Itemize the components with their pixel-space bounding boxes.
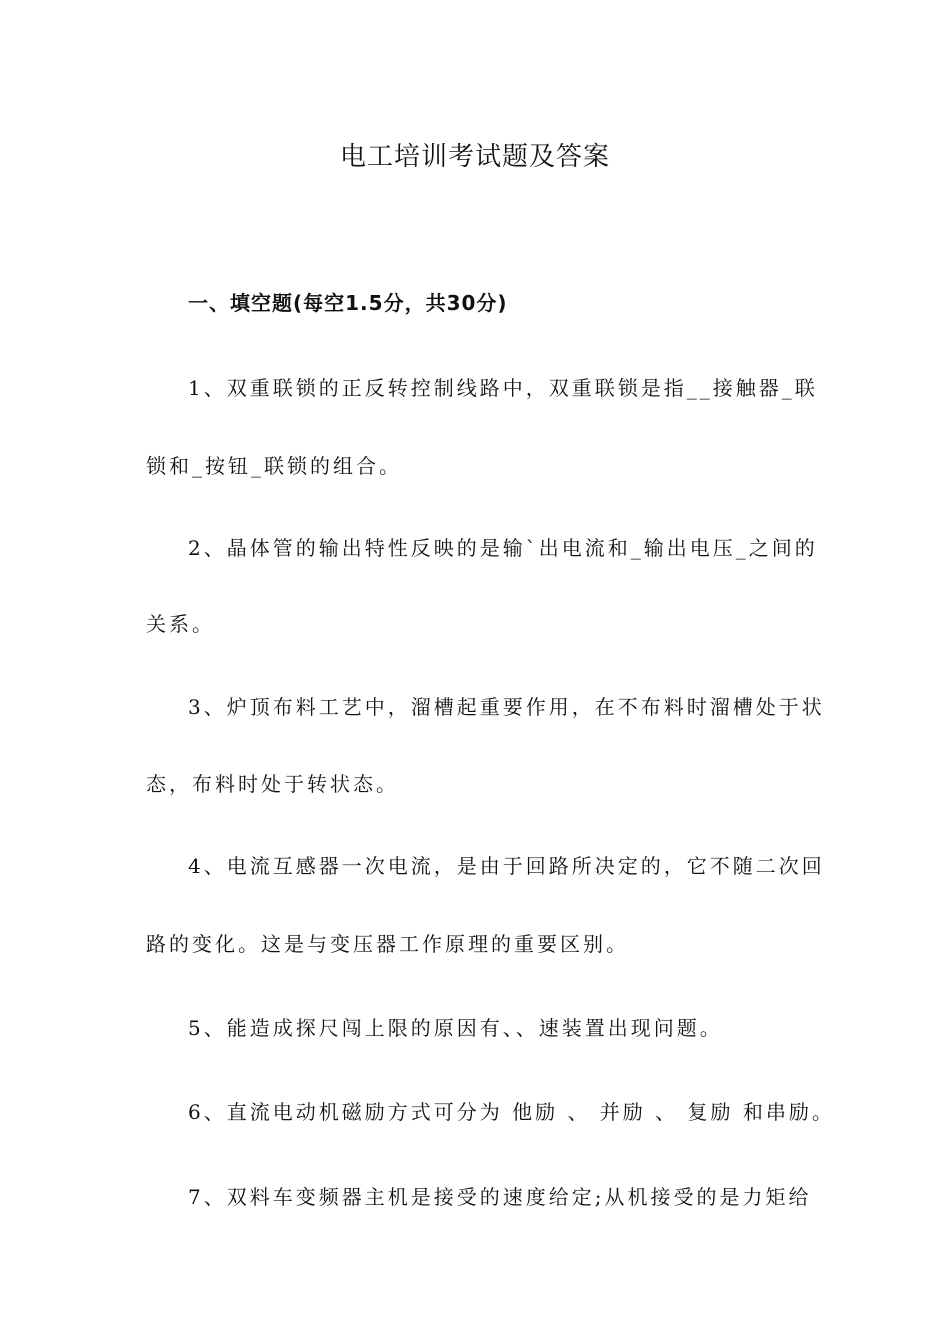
document-title: 电工培训考试题及答案 <box>339 142 610 172</box>
question-1-line-2: 锁和_按钮_联锁的组合。 <box>146 454 402 478</box>
question-4-line-1: 4、电流互感器一次电流，是由于回路所决定的，它不随二次回 <box>188 854 825 878</box>
question-6-line-1: 6、直流电动机磁励方式可分为 他励 、 并励 、 复励 和串励。 <box>188 1100 835 1124</box>
question-4-line-2: 路的变化。这是与变压器工作原理的重要区别。 <box>146 932 629 956</box>
section-heading: 一、填空题(每空1.5分，共30分) <box>188 291 508 315</box>
question-7-line-1: 7、双料车变频器主机是接受的速度给定;从机接受的是力矩给 <box>188 1185 812 1209</box>
question-2-line-2: 关系。 <box>146 612 215 636</box>
question-3-line-2: 态，布料时处于转状态。 <box>146 772 399 796</box>
question-1-line-1: 1、双重联锁的正反转控制线路中，双重联锁是指__接触器_联 <box>188 376 818 400</box>
question-3-line-1: 3、炉顶布料工艺中，溜槽起重要作用，在不布料时溜槽处于状 <box>188 695 825 719</box>
question-5-line-1: 5、能造成探尺闯上限的原因有、、速装置出现问题。 <box>188 1016 723 1040</box>
question-2-line-1: 2、晶体管的输出特性反映的是输`出电流和_输出电压_之间的 <box>188 536 818 560</box>
